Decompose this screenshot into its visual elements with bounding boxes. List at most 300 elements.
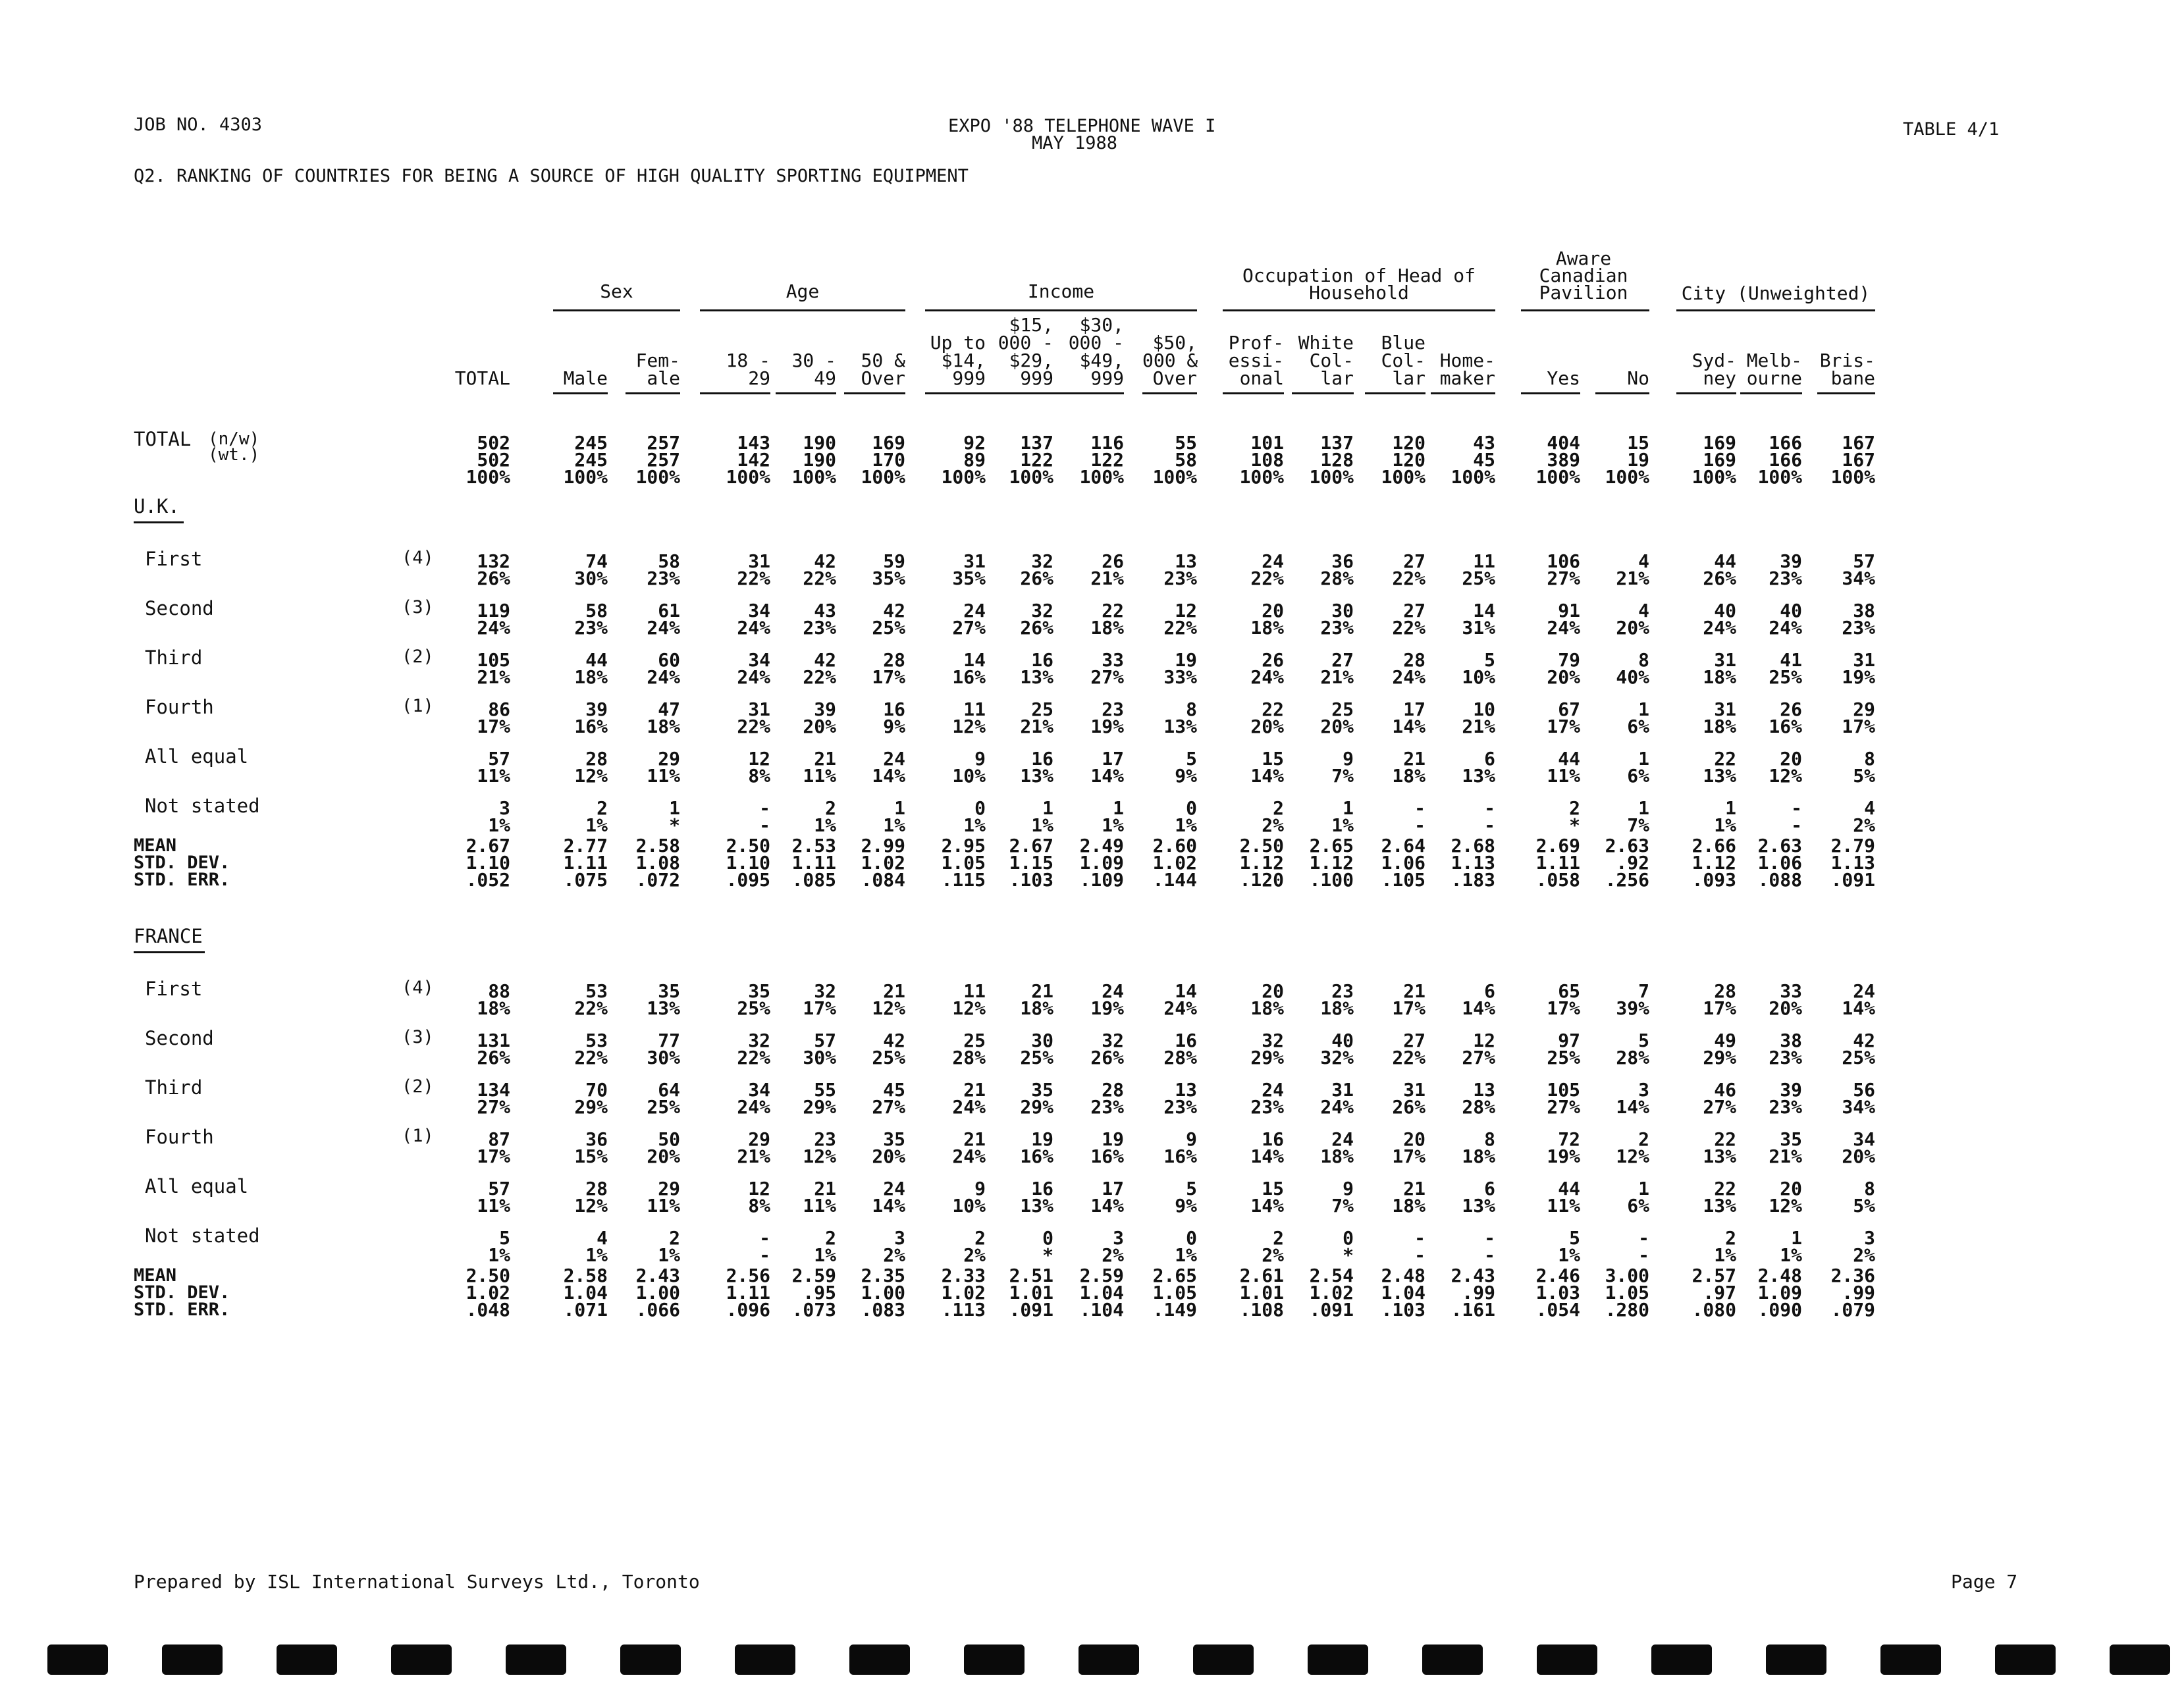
column-header-0 [449, 369, 510, 387]
column-header-underline [1292, 392, 1354, 394]
section-underline [134, 521, 184, 523]
table-cell: 30 25% [1020, 1030, 1053, 1068]
table-cell: 53 22% [574, 1030, 608, 1068]
stats-cell: 2.65 1.05 .149 [1152, 1265, 1197, 1321]
table-cell: 0 * [1042, 1227, 1053, 1266]
table-cell: 28 23% [1090, 1079, 1124, 1118]
table-cell: 6 13% [1462, 1178, 1495, 1217]
table-cell: 57 34% [1842, 550, 1875, 589]
table-cell: 31 18% [1703, 698, 1736, 737]
total-cell: 43 45 100% [1451, 432, 1495, 488]
table-cell: 57 11% [477, 748, 510, 787]
column-header-text: TOTAL [454, 367, 510, 389]
table-cell: 64 25% [647, 1079, 680, 1118]
table-cell: 9 10% [952, 1178, 986, 1217]
table-cell: 16 28% [1163, 1030, 1197, 1068]
punch-hole [1422, 1645, 1483, 1675]
table-cell: 34 24% [737, 1079, 770, 1118]
table-cell: 40 24% [1769, 600, 1802, 639]
table-cell: 24 18% [1320, 1128, 1354, 1167]
stats-cell: 2.48 1.04 .103 [1381, 1265, 1425, 1321]
table-cell: - - [759, 1227, 770, 1266]
total-cell: 120 120 100% [1381, 432, 1425, 488]
table-cell: 5 28% [1616, 1030, 1649, 1068]
row-label: Not stated [145, 1224, 260, 1247]
table-cell: 21 17% [1392, 980, 1425, 1019]
punch-hole [1308, 1645, 1368, 1675]
table-cell: 32 26% [1020, 600, 1053, 639]
table-cell: 8 5% [1853, 748, 1875, 787]
table-cell: 20 18% [1250, 980, 1284, 1019]
column-header-text: Up to $14, 999 [930, 332, 986, 389]
stats-labels: MEAN STD. DEV. STD. ERR. [134, 835, 230, 890]
column-header-text: Bris- bane [1819, 350, 1875, 389]
total-cell: 137 128 100% [1309, 432, 1354, 488]
column-header-underline [925, 392, 986, 394]
table-cell: 31 24% [1320, 1079, 1354, 1118]
group-underline-5 [1676, 309, 1875, 311]
total-cell: 169 169 100% [1691, 432, 1736, 488]
table-cell: 119 24% [477, 600, 510, 639]
punch-hole [391, 1645, 452, 1675]
table-cell: 2 2% [1262, 1227, 1284, 1266]
table-cell: - - [1414, 1227, 1425, 1266]
column-header-text: Fem- ale [635, 350, 680, 389]
stats-cell: 2.57 .97 .080 [1691, 1265, 1736, 1321]
table-cell: 97 25% [1547, 1030, 1580, 1068]
table-cell: 35 25% [737, 980, 770, 1019]
table-cell: 7 39% [1616, 980, 1649, 1019]
table-cell: 16 13% [1020, 1178, 1053, 1217]
stats-cell: 2.51 1.01 .091 [1009, 1265, 1053, 1321]
report-title: EXPO '88 TELEPHONE WAVE I [948, 116, 1216, 136]
column-header-text: $30, 000 - $49, 999 [1068, 314, 1124, 389]
table-cell: 42 25% [1842, 1030, 1875, 1068]
stats-cell: 2.95 1.05 .115 [941, 835, 986, 891]
table-cell: 27 22% [1392, 1030, 1425, 1068]
table-cell: 13 23% [1163, 1079, 1197, 1118]
row-label: First [145, 548, 203, 570]
table-cell: 42 25% [872, 1030, 905, 1068]
total-cell: 404 389 100% [1535, 432, 1580, 488]
stats-cell: 2.46 1.03 .054 [1535, 1265, 1580, 1321]
column-header-text: 18 - 29 [726, 350, 770, 389]
table-cell: 24 23% [1250, 1079, 1284, 1118]
report-date: MAY 1988 [1032, 133, 1118, 153]
table-cell: 1 1% [1102, 797, 1124, 836]
table-cell: 25 20% [1320, 698, 1354, 737]
table-cell: - - [1414, 797, 1425, 836]
table-cell: 105 27% [1547, 1079, 1580, 1118]
row-weight: (4) [402, 978, 434, 998]
column-header-underline [776, 392, 836, 394]
table-cell: 5 1% [488, 1227, 510, 1266]
table-cell: 134 27% [477, 1079, 510, 1118]
job-number: JOB NO. 4303 [134, 115, 263, 135]
table-cell: 72 19% [1547, 1128, 1580, 1167]
table-cell: 2 1% [585, 797, 608, 836]
group-header-2: Income [1027, 280, 1095, 302]
column-header-text: Blue Col- lar [1381, 332, 1425, 389]
stats-cell: 2.99 1.02 .084 [861, 835, 905, 891]
row-label: All equal [145, 1175, 249, 1197]
table-cell: 3 14% [1616, 1079, 1649, 1118]
table-cell: 9 10% [952, 748, 986, 787]
table-cell: 65 17% [1547, 980, 1580, 1019]
table-cell: 5 9% [1175, 1178, 1197, 1217]
column-header-underline [626, 392, 680, 394]
table-cell: 2 1% [1714, 1227, 1736, 1266]
column-header-6 [925, 334, 986, 394]
section-title: U.K. [134, 495, 180, 517]
table-cell: 33 20% [1769, 980, 1802, 1019]
table-cell: 5 10% [1462, 649, 1495, 688]
table-cell: 15 14% [1250, 1178, 1284, 1217]
table-cell: 41 25% [1769, 649, 1802, 688]
column-header-13 [1431, 352, 1495, 394]
table-cell: 31 22% [737, 698, 770, 737]
table-cell: 35 20% [872, 1128, 905, 1167]
table-cell: 58 23% [574, 600, 608, 639]
table-cell: 74 30% [574, 550, 608, 589]
punch-hole [1079, 1645, 1139, 1675]
table-cell: - - [759, 797, 770, 836]
table-cell: 106 27% [1547, 550, 1580, 589]
punch-hole [1766, 1645, 1826, 1675]
table-cell: 2 12% [1616, 1128, 1649, 1167]
row-label: Fourth [145, 696, 214, 718]
row-weight: (2) [402, 646, 434, 667]
table-cell: - - [1638, 1227, 1649, 1266]
stats-cell: 2.63 1.06 .088 [1757, 835, 1802, 891]
column-header-underline [1431, 392, 1495, 394]
punch-hole [162, 1645, 223, 1675]
table-cell: 21 24% [952, 1128, 986, 1167]
total-cell: 169 170 100% [861, 432, 905, 488]
total-cell: 116 122 100% [1079, 432, 1124, 488]
table-cell: - - [1484, 797, 1495, 836]
column-header-text: $50, 000 & Over [1142, 332, 1198, 389]
column-header-text: Yes [1547, 367, 1580, 389]
group-underline-3 [1223, 309, 1495, 311]
table-cell: 34 20% [1842, 1128, 1875, 1167]
column-header-15 [1595, 369, 1649, 394]
page-number: Page 7 [1951, 1571, 2018, 1592]
table-cell: 26 16% [1769, 698, 1802, 737]
table-cell: 31 26% [1392, 1079, 1425, 1118]
section-underline [134, 951, 205, 953]
total-row-sublabel-nw: (n/w) [208, 429, 260, 449]
stats-cell: 2.35 1.00 .083 [861, 1265, 905, 1321]
column-header-12 [1365, 334, 1425, 394]
table-cell: 11 12% [952, 980, 986, 1019]
punch-hole [964, 1645, 1025, 1675]
column-header-underline [1365, 392, 1425, 394]
total-cell: 190 190 100% [791, 432, 836, 488]
table-cell: 3 2% [1853, 1227, 1875, 1266]
table-cell: 16 13% [1020, 748, 1053, 787]
table-cell: 29 11% [647, 1178, 680, 1217]
punch-hole [1651, 1645, 1712, 1675]
table-cell: 11 12% [952, 698, 986, 737]
table-cell: 79 20% [1547, 649, 1580, 688]
table-cell: 19 33% [1163, 649, 1197, 688]
total-cell: 245 245 100% [563, 432, 608, 488]
table-cell: 12 22% [1163, 600, 1197, 639]
table-cell: 20 18% [1250, 600, 1284, 639]
punch-hole [849, 1645, 910, 1675]
column-header-text: Prof- essi- onal [1228, 332, 1284, 389]
table-cell: 13 28% [1462, 1079, 1495, 1118]
table-cell: 17 14% [1090, 1178, 1124, 1217]
table-cell: 67 17% [1547, 698, 1580, 737]
table-cell: 19 16% [1020, 1128, 1053, 1167]
table-cell: 131 26% [477, 1030, 510, 1068]
table-cell: 91 24% [1547, 600, 1580, 639]
total-cell: 92 89 100% [941, 432, 986, 488]
row-weight: (3) [402, 597, 434, 618]
table-cell: 12 8% [748, 748, 770, 787]
punch-hole [735, 1645, 795, 1675]
table-cell: 2 2% [963, 1227, 986, 1266]
table-cell: 24 27% [952, 600, 986, 639]
table-cell: 21 11% [803, 748, 836, 787]
column-header-text: No [1627, 367, 1649, 389]
table-cell: 6 14% [1462, 980, 1495, 1019]
table-cell: 39 23% [1769, 550, 1802, 589]
table-cell: 29 11% [647, 748, 680, 787]
table-cell: 9 16% [1163, 1128, 1197, 1167]
table-cell: 87 17% [477, 1128, 510, 1167]
table-cell: 23 18% [1320, 980, 1354, 1019]
table-cell: 0 1% [963, 797, 986, 836]
table-cell: 40 24% [1703, 600, 1736, 639]
stats-cell: 2.59 1.04 .104 [1079, 1265, 1124, 1321]
row-label: Third [145, 646, 203, 669]
table-cell: 19 16% [1090, 1128, 1124, 1167]
total-cell: 257 257 100% [635, 432, 680, 488]
column-header-9 [1142, 334, 1197, 394]
table-cell: 28 12% [574, 1178, 608, 1217]
table-cell: 34 24% [737, 600, 770, 639]
group-header-5: City (Unweighted) [1681, 282, 1871, 304]
table-cell: 17 14% [1392, 698, 1425, 737]
table-cell: 4 2% [1853, 797, 1875, 836]
table-cell: 1 1% [1714, 797, 1736, 836]
table-cell: 44 11% [1547, 1178, 1580, 1217]
table-cell: 35 21% [1769, 1128, 1802, 1167]
table-cell: 42 25% [872, 600, 905, 639]
table-cell: 44 18% [574, 649, 608, 688]
table-cell: 32 22% [737, 1030, 770, 1068]
stats-cell: 2.43 .99 .161 [1451, 1265, 1495, 1321]
row-weight: (3) [402, 1027, 434, 1047]
punch-hole [47, 1645, 108, 1675]
table-cell: 70 29% [574, 1079, 608, 1118]
table-cell: 24 22% [1250, 550, 1284, 589]
column-header-text: Syd- ney [1691, 350, 1736, 389]
column-header-2 [626, 352, 680, 394]
table-cell: 16 13% [1020, 649, 1053, 688]
table-cell: 46 27% [1703, 1079, 1736, 1118]
total-cell: 502 502 100% [466, 432, 510, 488]
column-header-text: $15, 000 - $29, 999 [998, 314, 1053, 389]
group-header-4: Aware Canadian Pavilion [1539, 248, 1628, 303]
column-header-text: Male [563, 367, 608, 389]
row-label: Second [145, 1027, 214, 1049]
table-cell: 45 27% [872, 1079, 905, 1118]
stats-cell: 2.64 1.06 .105 [1381, 835, 1425, 891]
table-cell: 5 9% [1175, 748, 1197, 787]
table-cell: 39 16% [574, 698, 608, 737]
stats-cell: 2.60 1.02 .144 [1152, 835, 1197, 891]
table-cell: 35 29% [1020, 1079, 1053, 1118]
column-header-underline [986, 392, 1053, 394]
table-cell: 1 6% [1627, 748, 1649, 787]
table-cell: 23 19% [1090, 698, 1124, 737]
column-header-17 [1740, 352, 1802, 394]
stats-cell: 2.53 1.11 .085 [791, 835, 836, 891]
table-cell: 2 1% [658, 1227, 680, 1266]
column-header-text: White Col- lar [1298, 332, 1354, 389]
table-cell: 21 18% [1392, 748, 1425, 787]
stats-cell: 2.61 1.01 .108 [1239, 1265, 1284, 1321]
table-cell: 36 15% [574, 1128, 608, 1167]
table-cell: 44 11% [1547, 748, 1580, 787]
table-cell: 21 12% [872, 980, 905, 1019]
table-cell: 13 23% [1163, 550, 1197, 589]
table-cell: 2 2% [1262, 797, 1284, 836]
table-cell: 59 35% [872, 550, 905, 589]
row-label: Third [145, 1076, 203, 1099]
column-header-text: 30 - 49 [791, 350, 836, 389]
column-header-underline [700, 392, 770, 394]
question-title: Q2. RANKING OF COUNTRIES FOR BEING A SOURCE OF HIGH QUALITY SPORTING EQUIPMENT [134, 166, 969, 186]
group-underline-4 [1521, 309, 1649, 311]
row-weight: (4) [402, 548, 434, 568]
section-title: FRANCE [134, 925, 203, 947]
table-cell: 32 26% [1090, 1030, 1124, 1068]
column-header-underline [1676, 392, 1736, 394]
table-cell: 12 27% [1462, 1030, 1495, 1068]
table-cell: 8 5% [1853, 1178, 1875, 1217]
table-cell: - - [1791, 797, 1802, 836]
group-header-3: Occupation of Head of Household [1242, 265, 1476, 303]
row-weight: (2) [402, 1076, 434, 1097]
table-cell: 8 18% [1462, 1128, 1495, 1167]
table-cell: 3 2% [1102, 1227, 1124, 1266]
column-header-underline [1740, 392, 1802, 394]
table-cell: 35 13% [647, 980, 680, 1019]
table-cell: 12 8% [748, 1178, 770, 1217]
table-cell: 27 22% [1392, 600, 1425, 639]
column-header-text: Melb- ourne [1746, 350, 1802, 389]
table-cell: 58 23% [647, 550, 680, 589]
table-cell: 47 18% [647, 698, 680, 737]
stats-cell: 2.56 1.11 .096 [726, 1265, 770, 1321]
table-cell: 24 19% [1090, 980, 1124, 1019]
table-cell: 1 1% [1031, 797, 1053, 836]
table-cell: 22 13% [1703, 1178, 1736, 1217]
table-cell: 28 17% [1703, 980, 1736, 1019]
table-cell: 32 17% [803, 980, 836, 1019]
table-cell: 3 1% [488, 797, 510, 836]
stats-labels: MEAN STD. DEV. STD. ERR. [134, 1265, 230, 1320]
row-label: Not stated [145, 795, 260, 817]
row-weight: (1) [402, 696, 434, 716]
column-header-3 [700, 352, 770, 394]
table-cell: 1 1% [1780, 1227, 1802, 1266]
table-cell: 57 30% [803, 1030, 836, 1068]
stats-cell: 2.50 1.10 .095 [726, 835, 770, 891]
stats-cell: 2.50 1.02 .048 [466, 1265, 510, 1321]
table-cell: 27 22% [1392, 550, 1425, 589]
stats-cell: 2.58 1.04 .071 [563, 1265, 608, 1321]
column-header-4 [776, 352, 836, 394]
table-cell: 38 23% [1842, 600, 1875, 639]
table-cell: 1 7% [1627, 797, 1649, 836]
table-cell: 11 25% [1462, 550, 1495, 589]
column-header-underline [844, 392, 905, 394]
table-cell: 31 35% [952, 550, 986, 589]
column-header-underline [1521, 392, 1580, 394]
stats-cell: 2.50 1.12 .120 [1239, 835, 1284, 891]
row-label: Second [145, 597, 214, 619]
group-underline-2 [925, 309, 1197, 311]
table-cell: 40 32% [1320, 1030, 1354, 1068]
total-cell: 15 19 100% [1605, 432, 1649, 488]
table-cell: 32 26% [1020, 550, 1053, 589]
stats-cell: 2.77 1.11 .075 [563, 835, 608, 891]
table-cell: 4 21% [1616, 550, 1649, 589]
table-cell: 22 13% [1703, 748, 1736, 787]
punch-hole [506, 1645, 566, 1675]
total-row-label: TOTAL [134, 428, 192, 450]
table-cell: 32 29% [1250, 1030, 1284, 1068]
table-cell: 9 7% [1331, 1178, 1354, 1217]
punch-hole [1193, 1645, 1254, 1675]
table-cell: 14 16% [952, 649, 986, 688]
stats-cell: 2.65 1.12 .100 [1309, 835, 1354, 891]
table-cell: 21 18% [1020, 980, 1053, 1019]
table-cell: 1 * [669, 797, 680, 836]
table-cell: 9 7% [1331, 748, 1354, 787]
table-cell: 36 28% [1320, 550, 1354, 589]
stats-cell: 2.49 1.09 .109 [1079, 835, 1124, 891]
table-cell: 20 12% [1769, 748, 1802, 787]
table-cell: 23 12% [803, 1128, 836, 1167]
table-cell: 53 22% [574, 980, 608, 1019]
stats-cell: 2.79 1.13 .091 [1830, 835, 1875, 891]
table-cell: 25 21% [1020, 698, 1053, 737]
table-cell: 6 13% [1462, 748, 1495, 787]
table-cell: 1 6% [1627, 698, 1649, 737]
row-label: All equal [145, 745, 249, 768]
table-cell: 28 17% [872, 649, 905, 688]
table-cell: 77 30% [647, 1030, 680, 1068]
column-header-1 [553, 369, 608, 394]
stats-cell: 2.36 .99 .079 [1830, 1265, 1875, 1321]
stats-cell: 2.66 1.12 .093 [1691, 835, 1736, 891]
table-cell: 60 24% [647, 649, 680, 688]
column-header-7 [986, 316, 1053, 394]
table-cell: 31 19% [1842, 649, 1875, 688]
punch-hole [620, 1645, 681, 1675]
punch-hole [1537, 1645, 1597, 1675]
table-cell: 0 * [1343, 1227, 1354, 1266]
column-header-underline [1223, 392, 1284, 394]
table-cell: 1 6% [1627, 1178, 1649, 1217]
